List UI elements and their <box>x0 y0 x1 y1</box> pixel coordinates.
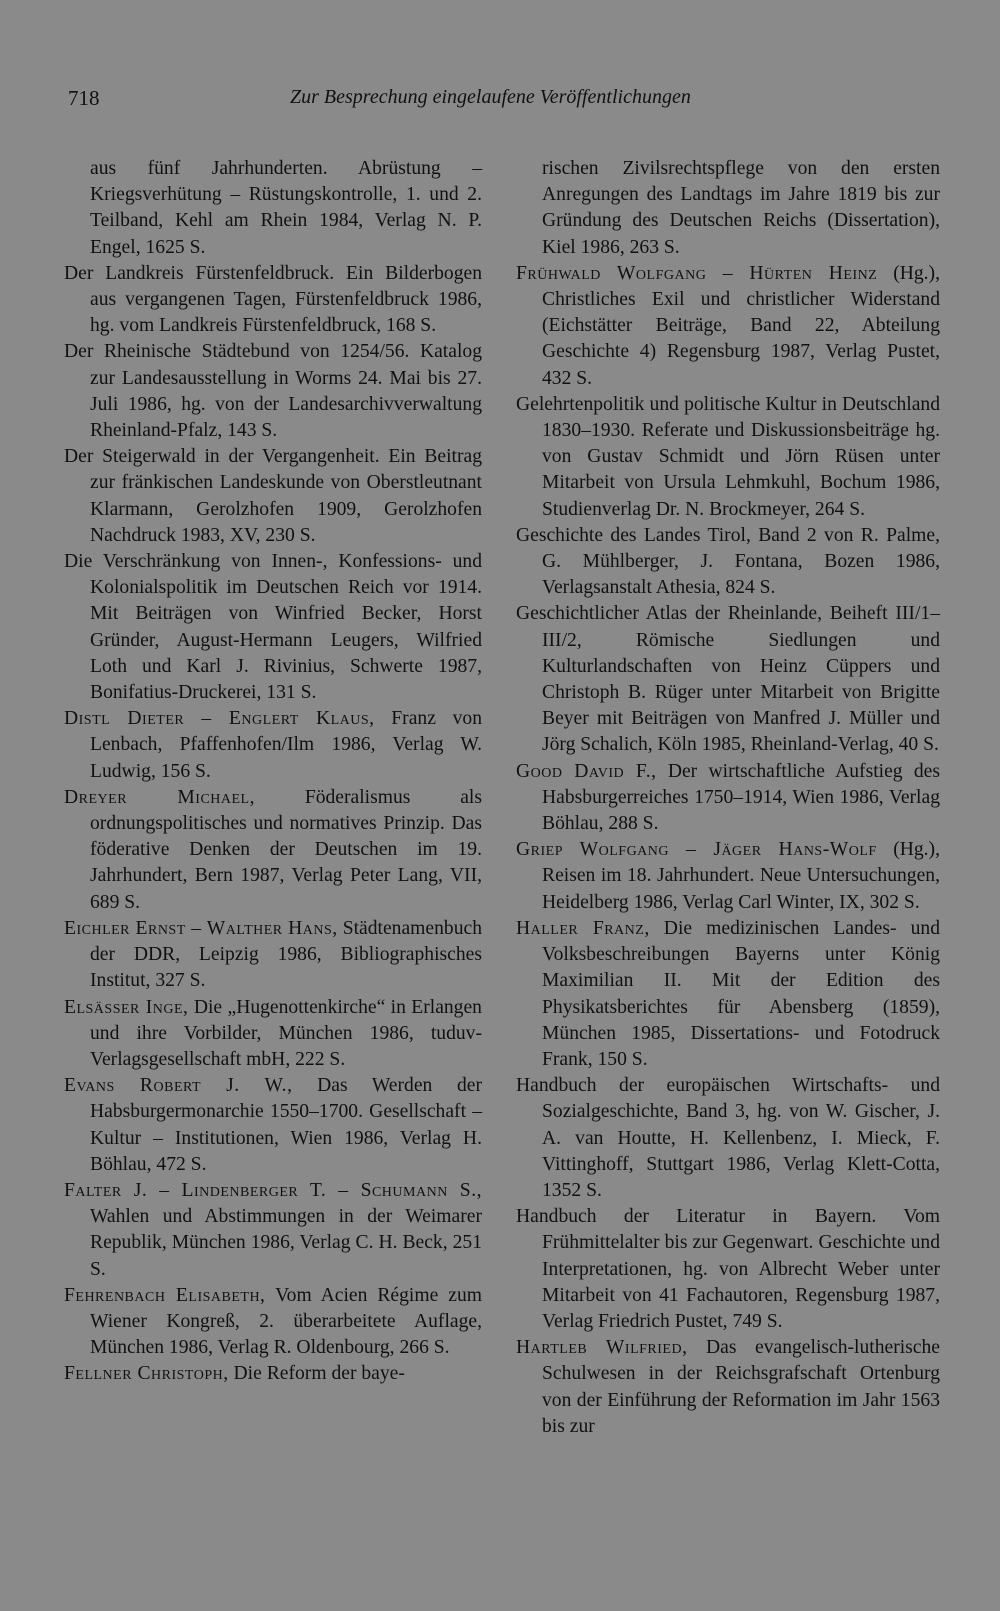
bibliography-entry <box>516 261 940 392</box>
right-column <box>516 156 940 1440</box>
entry-author: Fehrenbach Elisabeth, <box>64 1284 266 1306</box>
entry-author: Fellner Christoph, <box>64 1363 229 1385</box>
entry-text: Die Verschränkung von Innen-, Konfessions- und Kolonialspolitik im Deutschen Reich vor 1914. Mit Beiträgen von Winfried Becker, Horst Gründer, August-Hermann Leugers, Wilfried Loth und Karl J. Rivinius, Schwerte 1987, Bonifatius-Druckerei, 131 S. <box>64 551 482 704</box>
bibliography-entry <box>64 444 482 549</box>
entry-author: Eichler Ernst – Walther Hans, <box>64 917 338 939</box>
entry-text: Handbuch der europäischen Wirtschafts- und Sozialgeschichte, Band 3, hg. von W. Gischer, J. A. van Houtte, H. Kellenbenz, I. Mieck, F. Vittinghoff, Stuttgart 1986, Verlag Klett-Cotta, 1352 S. <box>516 1075 940 1201</box>
bibliography-entry <box>516 1073 940 1204</box>
entry-text: Städtenamenbuch der DDR, Leipzig 1986, Bibliographisches Institut, 327 S. <box>90 917 482 992</box>
entry-text: (Hg.), Christliches Exil und christlicher Widerstand (Eichstätter Beiträge, Band 22, Abteilung Geschichte 4) Regensburg 1987, Verlag Pustet, 432 S. <box>542 262 940 389</box>
bibliography-entry <box>64 1178 482 1283</box>
entry-author: Elsässer Inge, <box>64 996 189 1018</box>
entry-text: Der wirtschaftliche Aufstieg des Habsburgerreiches 1750–1914, Wien 1986, Verlag Böhlau, 288 S. <box>542 760 940 835</box>
entry-author: Hartleb Wilfried, <box>516 1337 688 1359</box>
bibliography-entry <box>64 1283 482 1362</box>
page-header <box>68 86 718 118</box>
running-title: Zur Besprechung eingelaufene Veröffentlichungen <box>290 86 691 108</box>
entry-author: Falter J. – Lindenberger T. – Schumann S., <box>64 1179 482 1201</box>
entry-author: Frühwald Wolfgang – Hürten Heinz <box>516 262 878 284</box>
entry-text: Föderalismus als ordnungspolitisches und normatives Prinzip. Das föderative Denken der Deutschen im 19. Jahrhundert, Bern 1987, Verlag Peter Lang, VII, 689 S. <box>90 786 482 913</box>
entry-text: Das Werden der Habsburgermonarchie 1550–1700. Gesellschaft – Kultur – Institutionen, Wien 1986, Verlag H. Böhlau, 472 S. <box>90 1075 482 1175</box>
bibliography-entry <box>64 1361 482 1387</box>
bibliography-entry <box>64 156 482 261</box>
bibliography-entry <box>64 1073 482 1178</box>
bibliography-entry <box>516 523 940 602</box>
entry-text: Handbuch der Literatur in Bayern. Vom Frühmittelalter bis zur Gegenwart. Geschichte und Interpretationen, hg. von Albrecht Weber unter Mitarbeit von 41 Fachautoren, Regensburg 1987, Verlag Friedrich Pustet, 749 S. <box>516 1206 940 1332</box>
entry-text: Die „Hugenottenkirche“ in Erlangen und ihre Vorbilder, München 1986, tuduv-Verlagsgesellschaft mbH, 222 S. <box>90 996 482 1070</box>
bibliography-entry <box>516 156 940 261</box>
entry-author: Good David F., <box>516 760 657 782</box>
bibliography-entry <box>64 916 482 995</box>
entry-author: Griep Wolfgang – Jäger Hans-Wolf <box>516 839 877 861</box>
entry-author: Evans Robert J. W., <box>64 1075 293 1097</box>
bibliography-entry <box>516 1335 940 1440</box>
bibliography-entry <box>64 785 482 916</box>
bibliography-entry <box>516 392 940 523</box>
entry-text: rischen Zivilsrechtspflege von den ersten Anregungen des Landtags im Jahre 1819 bis zur Gründung des Deutschen Reichs (Dissertation), Kiel 1986, 263 S. <box>542 158 940 258</box>
entry-text: aus fünf Jahrhunderten. Abrüstung – Kriegsverhütung – Rüstungskontrolle, 1. und 2. Teilband, Kehl am Rhein 1984, Verlag N. P. Engel, 1625 S. <box>90 158 482 258</box>
entry-author: Dreyer Michael, <box>64 786 255 808</box>
bibliography-entry <box>516 916 940 1073</box>
entry-text: Geschichte des Landes Tirol, Band 2 von R. Palme, G. Mühlberger, J. Fontana, Bozen 1986, Verlagsanstalt Athesia, 824 S. <box>516 524 940 599</box>
bibliography-entry <box>516 1204 940 1335</box>
entry-text: Der Rheinische Städtebund von 1254/56. Katalog zur Landesausstellung in Worms 24. Mai bis 27. Juli 1986, hg. von der Landesarchivverwaltung Rheinland-Pfalz, 143 S. <box>64 341 482 442</box>
entry-text: Die Reform der baye- <box>228 1363 405 1385</box>
entry-text: Der Landkreis Fürstenfeldbruck. Ein Bilderbogen aus vergangenen Tagen, Fürstenfeldbruck 1986, hg. vom Landkreis Fürstenfeldbruck, 168 S. <box>64 262 482 337</box>
entry-text: Der Steigerwald in der Vergangenheit. Ein Beitrag zur fränkischen Landeskunde von Oberstleutnant Klarmann, Gerolzhofen 1909, Gerolzhofen Nachdruck 1983, XV, 230 S. <box>64 446 482 546</box>
entry-text: Gelehrtenpolitik und politische Kultur in Deutschland 1830–1930. Referate und Diskussionsbeiträge hg. von Gustav Schmidt und Jörn Rüsen unter Mitarbeit von Ursula Lehmkuhl, Bochum 1986, Studienverlag Dr. N. Brockmeyer, 264 S. <box>516 393 940 520</box>
bibliography-entry <box>516 759 940 838</box>
left-column <box>64 156 482 1388</box>
entry-text: Vom Acien Régime zum Wiener Kongreß, 2. überarbeitete Auflage, München 1986, Verlag R. Oldenbourg, 266 S. <box>90 1284 482 1359</box>
entry-text: Franz von Lenbach, Pfaffenhofen/Ilm 1986, Verlag W. Ludwig, 156 S. <box>90 708 482 782</box>
entry-text: Geschichtlicher Atlas der Rheinlande, Beiheft III/1–III/2, Römische Siedlungen und Kulturlandschaften von Heinz Cüppers und Christoph B. Rüger unter Mitarbeit von Brigitte Beyer mit Beiträgen von Manfred J. Müller und Jörg Schalich, Köln 1985, Rheinland-Verlag, 40 S. <box>516 603 940 756</box>
bibliography-entry <box>64 261 482 340</box>
entry-text: (Hg.), Reisen im 18. Jahrhundert. Neue Untersuchungen, Heidelberg 1986, Verlag Carl Winter, IX, 302 S. <box>542 839 940 913</box>
page-number: 718 <box>68 86 100 110</box>
bibliography-entry <box>64 995 482 1074</box>
bibliography-entry <box>64 706 482 785</box>
entry-author: Haller Franz, <box>516 917 650 939</box>
entry-author: Distl Dieter – Englert Klaus, <box>64 708 375 730</box>
bibliography-entry <box>516 601 940 758</box>
entry-text: Das evangelisch-lutherische Schulwesen in der Reichsgrafschaft Ortenburg von der Einführung der Reformation im Jahr 1563 bis zur <box>542 1337 940 1437</box>
bibliography-entry <box>64 339 482 444</box>
entry-text: Die medizinischen Landes- und Volksbeschreibungen Bayerns unter König Maximilian II. Mit der Edition des Physikatsberichtes für Abensberg (1859), München 1985, Dissertations- und Fotodruck Frank, 150 S. <box>542 917 940 1070</box>
entry-text: Wahlen und Abstimmungen in der Weimarer Republik, München 1986, Verlag C. H. Beck, 251 S. <box>90 1206 482 1280</box>
bibliography-entry <box>516 837 940 916</box>
bibliography-entry <box>64 549 482 706</box>
